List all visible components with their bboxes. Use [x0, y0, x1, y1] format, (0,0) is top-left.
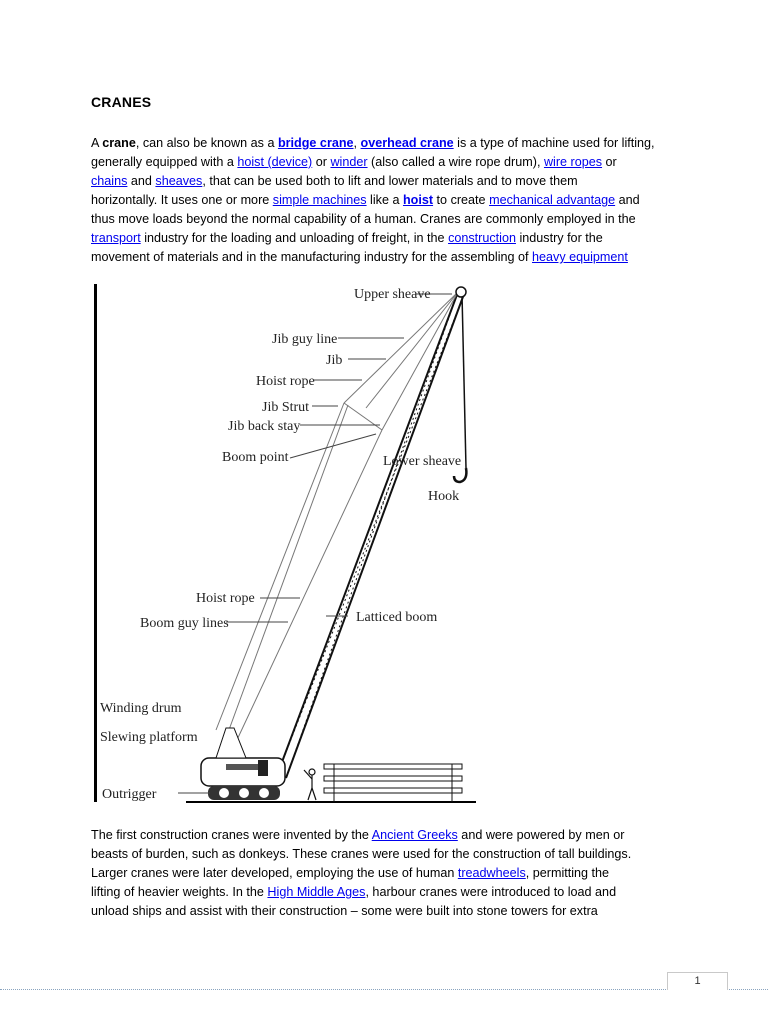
- label-upper-sheave: Upper sheave: [354, 287, 431, 302]
- text-run: thus move loads beyond the normal capability of a human. Cranes are commonly employed in the: [91, 212, 636, 226]
- diagram-frame-bar: [94, 284, 97, 802]
- label-jib-back-stay: Jib back stay: [228, 419, 301, 434]
- footer-divider: [0, 989, 768, 990]
- intro-paragraph: [91, 134, 701, 267]
- paragraph-line: [91, 153, 701, 172]
- text-run: like a: [366, 193, 403, 207]
- link-wire-ropes[interactable]: wire ropes: [543, 155, 603, 169]
- link-high-middle-ages[interactable]: High Middle Ages: [267, 885, 366, 899]
- text-run: unload ships and assist with their construction – some were built into stone towers for extra: [91, 904, 598, 918]
- paragraph-line: [91, 902, 701, 921]
- text-run: , permitting the: [525, 866, 610, 880]
- text-run: or: [602, 155, 617, 169]
- material-stack: [324, 764, 462, 802]
- paragraph-line: [91, 864, 701, 883]
- person-figure: [304, 769, 316, 800]
- text-run: industry for the: [515, 231, 603, 245]
- hoist-rope-line: [462, 294, 466, 468]
- label-outrigger: Outrigger: [102, 787, 157, 802]
- label-boom-guy-lines: Boom guy lines: [140, 616, 229, 631]
- link-bridge-crane[interactable]: bridge crane: [277, 136, 354, 150]
- label-winding-drum: Winding drum: [100, 701, 182, 716]
- paragraph-line: [91, 172, 701, 191]
- link-ancient-greeks[interactable]: Ancient Greeks: [371, 828, 458, 842]
- link-construction[interactable]: construction: [448, 231, 516, 245]
- label-hoist-rope-top: Hoist rope: [256, 374, 315, 389]
- label-boom-point: Boom point: [222, 450, 289, 465]
- link-transport[interactable]: transport: [91, 231, 141, 245]
- link-mechanical-advantage[interactable]: mechanical advantage: [489, 193, 616, 207]
- text-run: to create: [433, 193, 490, 207]
- text-run: beasts of burden, such as donkeys. These cranes were used for the construction of tall buildings.: [91, 847, 632, 861]
- history-paragraph: [91, 826, 701, 921]
- paragraph-line: [91, 134, 701, 153]
- label-latticed-boom: Latticed boom: [356, 610, 438, 625]
- text-run: and: [615, 193, 640, 207]
- latticed-boom: [276, 292, 464, 778]
- label-hook: Hook: [428, 489, 460, 504]
- label-hoist-rope-bottom: Hoist rope: [196, 591, 255, 606]
- link-hoist-device[interactable]: hoist (device): [237, 155, 313, 169]
- paragraph-line: [91, 248, 701, 267]
- label-jib: Jib: [326, 353, 343, 368]
- text-run: movement of materials and in the manufacturing industry for the assembling of: [91, 250, 533, 264]
- text-run: industry for the loading and unloading of freight, in the: [140, 231, 449, 245]
- paragraph-line: [91, 883, 701, 902]
- link-heavy-equipment[interactable]: heavy equipment: [532, 250, 628, 264]
- text-run: is a type of machine used for lifting,: [453, 136, 655, 150]
- text-run: , can also be known as a: [135, 136, 278, 150]
- link-simple-machines[interactable]: simple machines: [272, 193, 367, 207]
- label-lower-sheave: Lower sheave: [383, 454, 462, 469]
- text-run: lifting of heavier weights. In the: [91, 885, 268, 899]
- link-sheaves[interactable]: sheaves: [155, 174, 203, 188]
- paragraph-line: [91, 191, 701, 210]
- link-chains[interactable]: chains: [91, 174, 128, 188]
- bold-term: crane: [102, 136, 136, 150]
- text-run: , harbour cranes were introduced to load and: [365, 885, 617, 899]
- text-run: A: [91, 136, 103, 150]
- text-run: The first construction cranes were invented by the: [91, 828, 372, 842]
- text-run: and: [127, 174, 156, 188]
- text-run: generally equipped with a: [91, 155, 238, 169]
- text-run: , that can be used both to lift and lower materials and to move them: [202, 174, 578, 188]
- page-title: CRANES: [91, 94, 152, 110]
- link-winder[interactable]: winder: [330, 155, 368, 169]
- text-run: ,: [353, 136, 361, 150]
- page-number: 1: [667, 972, 728, 990]
- upper-sheave-wheel: [456, 287, 466, 297]
- crane-diagram: [86, 280, 486, 810]
- label-slewing-platform: Slewing platform: [100, 730, 198, 745]
- link-treadwheels[interactable]: treadwheels: [457, 866, 526, 880]
- text-run: (also called a wire rope drum),: [367, 155, 544, 169]
- text-run: and were powered by men or: [457, 828, 625, 842]
- text-run: horizontally. It uses one or more: [91, 193, 273, 207]
- text-run: Larger cranes were later developed, employing the use of human: [91, 866, 458, 880]
- hook-icon: [454, 468, 466, 482]
- link-overhead-crane[interactable]: overhead crane: [360, 136, 454, 150]
- paragraph-line: [91, 826, 701, 845]
- crane-base: [201, 728, 285, 800]
- link-hoist[interactable]: hoist: [402, 193, 434, 207]
- label-jib-guy-line: Jib guy line: [272, 332, 338, 347]
- text-run: or: [312, 155, 331, 169]
- paragraph-line: [91, 845, 701, 864]
- paragraph-line: [91, 210, 701, 229]
- label-jib-strut: Jib Strut: [262, 400, 310, 415]
- crane-diagram-svg: [86, 280, 486, 810]
- paragraph-line: [91, 229, 701, 248]
- leader-lines: [178, 294, 452, 793]
